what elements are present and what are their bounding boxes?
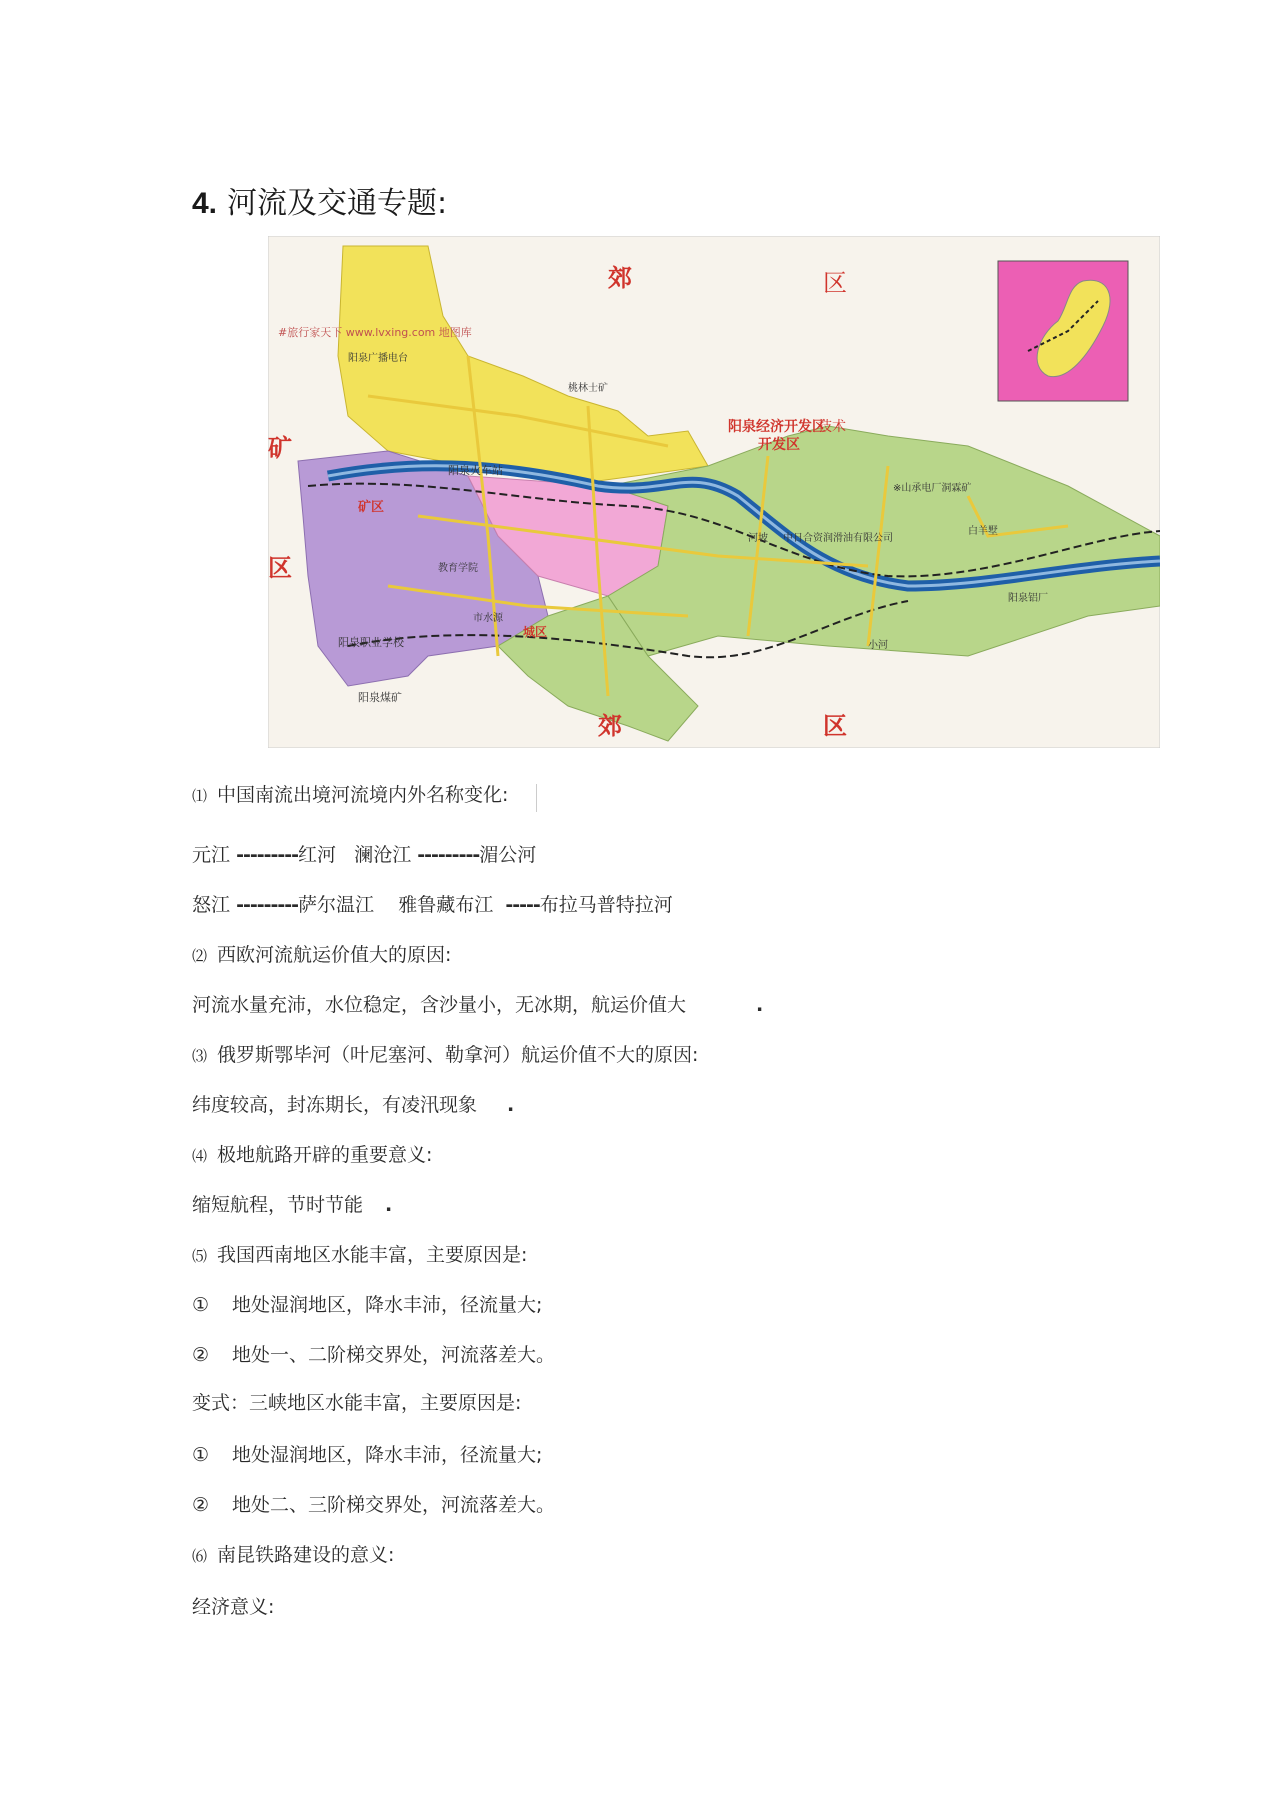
economic-significance — [192, 1592, 274, 1619]
map-label-suburb-bottom2: 区 — [823, 712, 847, 740]
map-label-suburb-top2: 区 — [823, 269, 847, 297]
question-2-text: 西欧河流航运价值大的原因: — [217, 944, 452, 966]
map-label-suburb-top1: 郊 — [608, 264, 632, 292]
question-1-text: 中国南流出境河流境内外名称变化: — [217, 784, 509, 806]
river-name-salween: 萨尔温江 — [298, 894, 375, 916]
variant-answer-2-text: 地处二、三阶梯交界处，河流落差大。 — [232, 1494, 556, 1516]
river-name-yuanjiang: 元江 — [192, 844, 231, 866]
question-4-index: ⑷ — [192, 1147, 208, 1165]
answer-4 — [192, 1190, 392, 1217]
answer-5-2-text: 地处一、二阶梯交界处，河流落差大。 — [232, 1344, 556, 1366]
answer-3-text: 纬度较高，封冻期长，有凌汛现象 — [192, 1094, 478, 1116]
answer-5-1 — [192, 1290, 542, 1317]
river-name-mekong: 湄公河 — [479, 844, 537, 866]
answer-5-1-text: 地处湿润地区，降水丰沛，径流量大; — [232, 1294, 543, 1316]
question-2-index: ⑵ — [192, 947, 208, 965]
variant-answer-2 — [192, 1490, 555, 1517]
variant-answer-1-text: 地处湿润地区，降水丰沛，径流量大; — [232, 1444, 543, 1466]
answer-dot: . — [756, 994, 764, 1016]
circled-number-1: ① — [192, 1294, 210, 1316]
question-3-index: ⑶ — [192, 1047, 208, 1065]
variant-answer-1 — [192, 1440, 542, 1467]
city-map — [268, 236, 1160, 748]
variant-question — [192, 1388, 521, 1415]
map-label-mine-top: 桃林士矿 — [568, 383, 608, 394]
map-label-suburb-bottom1: 郊 — [598, 712, 622, 740]
river-name-honghe: 红河 — [298, 844, 337, 866]
map-label-xiaohe: 小河 — [868, 640, 888, 651]
answer-4-text: 缩短航程，节时节能 — [192, 1194, 364, 1216]
question-4-text: 极地航路开辟的重要意义: — [217, 1144, 433, 1166]
answer-5-2 — [192, 1340, 555, 1367]
map-label-coal: 阳泉煤矿 — [358, 691, 402, 704]
map-label-jiaoyu: 教育学院 — [438, 563, 478, 574]
map-label-hepo: 河坡 — [748, 533, 768, 544]
economic-significance-label: 经济意义: — [192, 1596, 275, 1618]
river-name-nujiang: 怒江 — [192, 894, 231, 916]
map-label-guangbo: 阳泉广播电台 — [348, 353, 408, 364]
map-label-shishui: 市水源 — [473, 613, 503, 624]
map-label-station: 阳泉火车站 — [448, 464, 503, 477]
map-watermark: #旅行家天下 www.lvxing.com 地图库 — [278, 326, 472, 339]
map-label-mine-left: 矿 — [268, 434, 292, 462]
dash-connector: --------- — [236, 844, 299, 866]
question-5-text: 我国西南地区水能丰富，主要原因是: — [217, 1244, 528, 1266]
circled-number-2: ② — [192, 1344, 210, 1366]
map-label-school: 阳泉职业学校 — [338, 636, 404, 649]
map-label-baiyang: 白羊墅 — [968, 526, 998, 537]
question-6 — [192, 1540, 394, 1567]
question-3 — [192, 1040, 698, 1067]
question-5 — [192, 1240, 527, 1267]
answer-3 — [192, 1090, 514, 1117]
map-label-tech: 技术 — [818, 419, 846, 435]
section-heading — [192, 178, 447, 222]
question-6-text: 南昆铁路建设的意义: — [217, 1544, 395, 1566]
dash-connector: --------- — [417, 844, 480, 866]
map-label-company: 阳泉铝厂 — [1008, 593, 1048, 604]
dash-connector: --------- — [236, 894, 299, 916]
question-3-text: 俄罗斯鄂毕河（叶尼塞河、勒拿河）航运价值不大的原因: — [217, 1044, 699, 1066]
answer-2 — [192, 990, 763, 1017]
map-label-mine-left2: 区 — [268, 554, 292, 582]
question-2 — [192, 940, 451, 967]
question-1 — [192, 780, 537, 807]
circled-number-1: ① — [192, 1444, 210, 1466]
city-map-figure — [268, 236, 1160, 748]
question-1-index: ⑴ — [192, 787, 208, 805]
river-row-1 — [192, 840, 536, 867]
section-title: 河流及交通专题: — [227, 186, 448, 221]
question-4 — [192, 1140, 432, 1167]
river-name-lancang: 澜沧江 — [354, 844, 412, 866]
river-name-yarlung: 雅鲁藏布江 — [398, 894, 494, 916]
dash-connector: ----- — [505, 894, 540, 916]
section-number: 4. — [192, 187, 218, 220]
river-name-brahmaputra: 布拉马普特拉河 — [539, 894, 673, 916]
answer-dot: . — [507, 1094, 515, 1116]
circled-number-2: ② — [192, 1494, 210, 1516]
map-label-zone-line2: 开发区 — [758, 437, 800, 453]
answer-2-text: 河流水量充沛，水位稳定，含沙量小，无冰期，航运价值大 — [192, 994, 687, 1016]
question-6-index: ⑹ — [192, 1547, 208, 1565]
answer-dot: . — [385, 1194, 393, 1216]
question-5-index: ⑸ — [192, 1247, 208, 1265]
map-label-city: 城区 — [523, 625, 548, 639]
map-label-kuang-district: 矿区 — [358, 500, 385, 515]
map-label-zone: 阳泉经济开发区 — [728, 419, 826, 435]
map-label-chem: 中日合资润滑油有限公司 — [783, 533, 893, 544]
variant-question-text: 变式：三峡地区水能丰富，主要原因是: — [192, 1392, 522, 1414]
map-label-power: ※山承电厂洞霖矿 — [893, 483, 972, 494]
river-row-2 — [192, 890, 673, 917]
